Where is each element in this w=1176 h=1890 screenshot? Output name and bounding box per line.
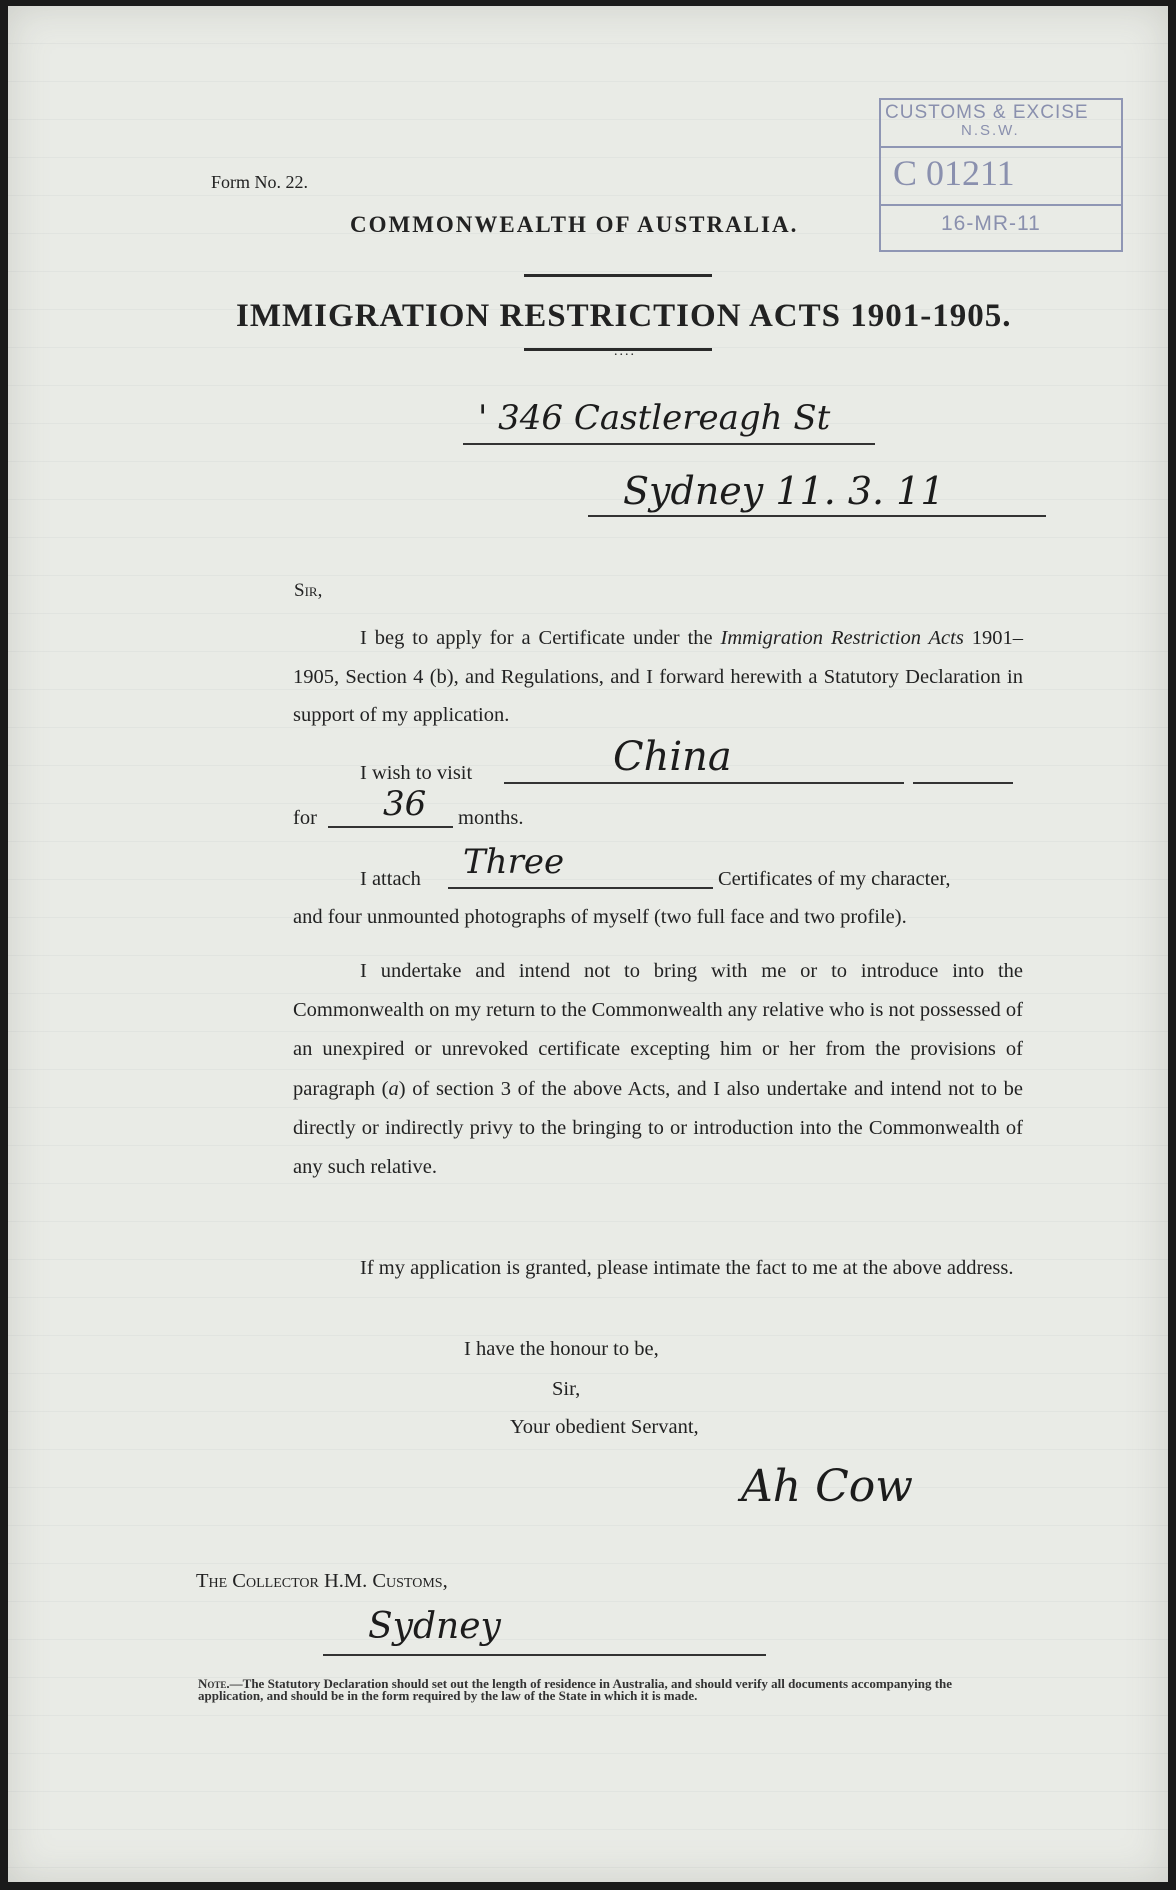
undertaking-paragraph: [293, 952, 1023, 1187]
footnote: [198, 1678, 1018, 1702]
stamp-date: 16-MR-11: [941, 212, 1041, 235]
attach-after: Certificates of my character,: [718, 868, 951, 890]
paragraph-italic: a: [388, 1077, 399, 1100]
attach-label: I attach: [360, 868, 421, 890]
address-underline: [463, 443, 875, 445]
application-paragraph: [293, 619, 1023, 735]
addressee-label: The Collector H.M. Customs,: [196, 1570, 448, 1592]
months-blank-line: [328, 826, 453, 828]
for-label: for: [293, 807, 317, 829]
visit-destination: China: [613, 734, 732, 780]
title-dots: ....: [614, 344, 636, 359]
form-number: Form No. 22.: [211, 172, 309, 192]
address-street: ' 346 Castlereagh St: [478, 398, 831, 438]
signature: Ah Cow: [741, 1461, 913, 1512]
stamp-agency-line1: CUSTOMS & EXCISE: [885, 102, 1089, 123]
closing-line1: I have the honour to be,: [464, 1338, 659, 1360]
stamp-divider: [881, 146, 1121, 148]
address-underline: [588, 515, 1046, 517]
customs-stamp: [879, 98, 1123, 252]
months-label: months.: [458, 807, 524, 829]
address-city-date: Sydney 11. 3. 11: [623, 469, 945, 513]
addressee-underline: [323, 1654, 766, 1656]
stamp-number: C 01211: [893, 153, 1015, 193]
visit-blank-line: [504, 782, 904, 784]
note-text: —The Statutory Declaration should set out the length of residence in Australia, and should verify all documents accompanying the application, and should be in the form required by the law of the State in which it is made.: [198, 1676, 953, 1703]
paragraph-text: ) of section 3 of the above Acts, and I also undertake and intend not to be directly or indirectly privy to the bringing to or introduction into the Commonwealth of any such relative.: [293, 1077, 1023, 1179]
stamp-divider: [881, 204, 1121, 206]
note-label: Note.: [198, 1676, 230, 1691]
attach-count: Three: [463, 842, 565, 882]
paragraph-text: I beg to apply for a Certificate under the: [360, 627, 721, 649]
notification-paragraph: If my application is granted, please intimate the fact to me at the above address.: [360, 1257, 1014, 1279]
addressee-city: Sydney: [368, 1606, 501, 1647]
visit-blank-line-extra: [913, 782, 1013, 784]
salutation: Sir,: [294, 580, 323, 601]
closing-line3: Your obedient Servant,: [510, 1416, 699, 1438]
acts-title: IMMIGRATION RESTRICTION ACTS 1901-1905.: [236, 298, 1012, 334]
document-page: [8, 6, 1168, 1882]
months-value: 36: [383, 784, 427, 824]
closing-line2: Sir,: [552, 1378, 581, 1400]
paragraph-text: I undertake and intend not to bring with me or to introduce into the Commonwealth on my return to the Commonwealth any relative who is not possessed of an unexpired or unrevoked certificate excepting him or her from the provisions of paragraph (: [293, 960, 1023, 1100]
attach-line2: and four unmounted photographs of myself (two full face and two profile).: [293, 906, 907, 928]
heading-rule: [524, 274, 712, 277]
stamp-agency-line2: N.S.W.: [961, 122, 1020, 139]
attach-blank-line: [448, 887, 713, 889]
acts-name-italic: Immigration Restriction Acts: [720, 627, 964, 649]
commonwealth-heading: COMMONWEALTH OF AUSTRALIA.: [350, 212, 799, 237]
visit-label: I wish to visit: [360, 762, 473, 784]
paragraph-text: 1901–1905, Section 4 (b), and Regulations, and I forward herewith a Statutory Declaration in support of my application.: [293, 627, 1023, 726]
